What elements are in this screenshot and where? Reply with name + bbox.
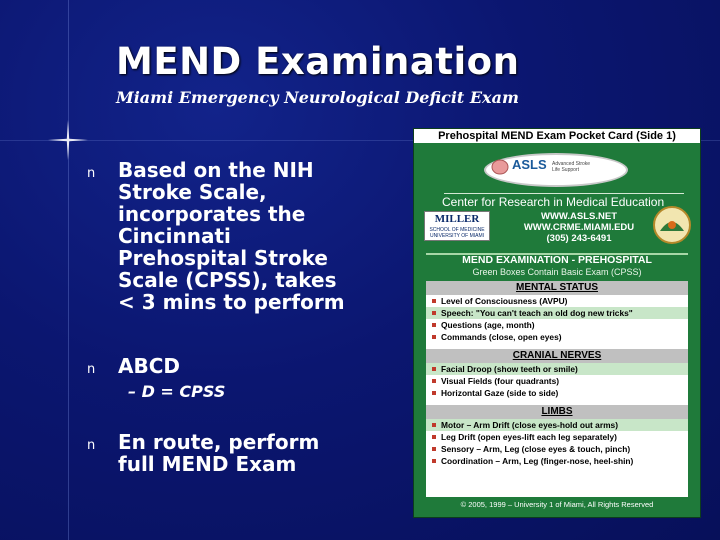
bullet-3-text <box>118 431 319 475</box>
exam-item-basic: Motor – Arm Drift (close eyes-hold out arms) <box>426 419 688 431</box>
section-heading: LIMBS <box>426 405 688 419</box>
bullet-icon <box>432 367 436 371</box>
exam-item: Sensory – Arm, Leg (close eyes & touch, pinch) <box>426 443 688 455</box>
slide-title: MEND Examination <box>116 40 520 83</box>
miller-logo <box>424 211 490 241</box>
exam-item-basic: Facial Droop (show teeth or smile) <box>426 363 688 375</box>
exam-item: Leg Drift (open eyes-lift each leg separately) <box>426 431 688 443</box>
exam-table <box>426 281 688 497</box>
card-title: Prehospital MEND Exam Pocket Card (Side 1) <box>414 129 700 143</box>
bullet-icon <box>432 379 436 383</box>
bullet-icon <box>432 459 436 463</box>
website-2: WWW.CRME.MIAMI.EDU <box>523 222 635 233</box>
bullet-line: Prehospital Stroke <box>118 246 328 270</box>
bullet-line: Scale (CPSS), takes <box>118 268 337 292</box>
exam-item: Commands (close, open eyes) <box>426 331 688 343</box>
exam-item: Coordination – Arm, Leg (finger-nose, heel-shin) <box>426 455 688 467</box>
divider <box>444 193 684 194</box>
brain-icon <box>490 157 510 177</box>
exam-subtitle: Green Boxes Contain Basic Exam (CPSS) <box>472 267 642 277</box>
miller-subtitle: SCHOOL OF MEDICINE UNIVERSITY OF MIAMI <box>429 227 485 239</box>
bullet-marker: n <box>87 362 96 377</box>
asls-text: ASLS <box>512 157 547 172</box>
bullet-1-text <box>118 159 345 313</box>
bullet-icon <box>432 323 436 327</box>
bullet-icon <box>432 311 436 315</box>
exam-item: Visual Fields (four quadrants) <box>426 375 688 387</box>
asls-logo <box>428 147 686 191</box>
bullet-line: Based on the NIH <box>118 158 314 182</box>
slide-subtitle: Miami Emergency Neurological Deficit Exam <box>116 88 519 107</box>
bullet-2-text: ABCD <box>118 354 181 378</box>
miller-title: MILLER <box>434 213 480 225</box>
bullet-line: incorporates the <box>118 202 306 226</box>
exam-item-basic: Speech: "You can't teach an old dog new tricks" <box>426 307 688 319</box>
bullet-marker: n <box>87 438 96 453</box>
bullet-icon <box>432 435 436 439</box>
website-1: WWW.ASLS.NET <box>541 211 617 222</box>
asls-small-text: Advanced Stroke Life Support <box>552 161 591 173</box>
contact-info <box>504 211 654 244</box>
copyright-footer: © 2005, 1999 – University 1 of Miami, All Rights Reserved <box>460 500 654 509</box>
bullet-icon <box>432 447 436 451</box>
bullet-2-subpoint: – D = CPSS <box>128 382 226 401</box>
bullet-icon <box>432 423 436 427</box>
sparkle-icon <box>48 120 88 160</box>
bullet-line: < 3 mins to perform <box>118 290 345 314</box>
bullet-line: Cincinnati <box>118 224 231 248</box>
bullet-icon <box>432 335 436 339</box>
bullet-icon <box>432 299 436 303</box>
phone-number: (305) 243-6491 <box>546 233 612 244</box>
center-name: Center for Research in Medical Education <box>442 195 665 209</box>
exam-item: Level of Consciousness (AVPU) <box>426 295 688 307</box>
bullet-marker: n <box>87 166 96 181</box>
decorative-vertical-line <box>68 0 69 540</box>
bullet-line: Stroke Scale, <box>118 180 267 204</box>
section-heading: MENTAL STATUS <box>426 281 688 295</box>
bullet-line: En route, perform <box>118 430 320 454</box>
exam-item: Questions (age, month) <box>426 319 688 331</box>
university-seal-icon <box>652 205 692 245</box>
section-heading: CRANIAL NERVES <box>426 349 688 363</box>
bullet-icon <box>432 391 436 395</box>
bullet-line: full MEND Exam <box>118 452 297 476</box>
exam-title: MEND EXAMINATION - PREHOSPITAL <box>462 254 652 266</box>
mend-pocket-card <box>413 128 701 518</box>
exam-item: Horizontal Gaze (side to side) <box>426 387 688 399</box>
